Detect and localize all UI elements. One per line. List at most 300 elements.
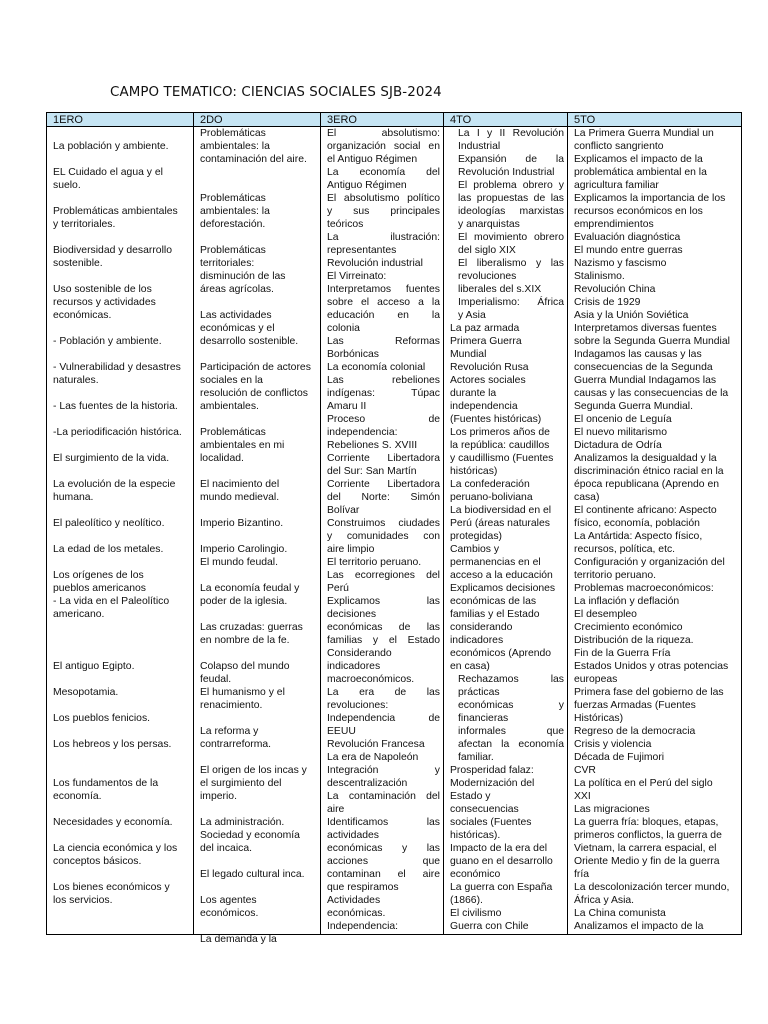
topic-line: problemática ambiental en la [574, 167, 707, 178]
topic-line: Analizamos la desigualdad y la [574, 453, 717, 464]
topic-line: Perú (áreas naturales [450, 518, 550, 529]
topic-line: recursos y actividades [53, 297, 156, 308]
topic-line: El territorio peruano. [327, 557, 422, 568]
blank-line [53, 348, 190, 361]
topic-line: La evolución de la especie [53, 479, 176, 490]
topic-line: EEUU [327, 726, 356, 737]
topic-line: Identificamos las [327, 817, 440, 828]
topic-line: Interpretamos diversas fuentes [574, 323, 717, 334]
blank-line [53, 556, 190, 569]
topic-line: localidad. [200, 453, 244, 464]
topic-line: Asia y la Unión Soviética [574, 310, 689, 321]
blank-line [53, 231, 190, 244]
topic-line: La edad de los metales. [53, 544, 164, 555]
topic-line: Revolución industrial [327, 258, 423, 269]
topic-line: feudal. [200, 674, 232, 685]
topic-line: económicos. [200, 908, 259, 919]
topic-line: La China comunista [574, 908, 666, 919]
topic-line: Actividades [327, 895, 381, 906]
topic-line: Biodiversidad y desarrollo [53, 245, 172, 256]
topic-line: Mundial [450, 349, 487, 360]
topic-line: el surgimiento del [200, 778, 282, 789]
topic-line: Las cruzadas: guerras [200, 622, 303, 633]
topic-line: históricas) [450, 466, 498, 477]
topic-line: El oncenio de Leguía [574, 414, 672, 425]
topic-line: ideologías marxistas [458, 206, 564, 217]
topic-line: Revolución Rusa [450, 362, 529, 373]
topic-line: Participación de actores [200, 362, 311, 373]
topic-line: La economía feudal y [200, 583, 300, 594]
topic-line: agricultura familiar [574, 180, 659, 191]
topic-line: macroeconómicos. [327, 674, 415, 685]
topic-line: La política en el Perú del siglo [574, 778, 713, 789]
topic-line: y Asia [458, 310, 486, 321]
topic-line: Imperio Bizantino. [200, 518, 284, 529]
topic-line: La población y ambiente. [53, 141, 169, 152]
topic-line: decisiones [327, 609, 377, 620]
topic-line: y territoriales. [53, 219, 116, 230]
topic-line: El origen de los incas y [200, 765, 307, 776]
topic-line: Los hebreos y los persas. [53, 739, 172, 750]
blank-line [53, 725, 190, 738]
topic-line: contaminan el aire [327, 869, 440, 880]
topic-line: consecuencias de la Segunda [574, 362, 713, 373]
topic-line: La paz armada [450, 323, 520, 334]
topic-line: desarrollo sostenible. [200, 336, 299, 347]
blank-line [200, 751, 317, 764]
blank-line [53, 270, 190, 283]
topic-line: Bolívar [327, 505, 360, 516]
column-header-5to: 5TO [568, 113, 742, 127]
topic-line: y caudillismo (Fuentes [450, 453, 554, 464]
topic-line: Perú [327, 583, 349, 594]
column-header-3ero: 3ERO [321, 113, 444, 127]
topic-line: Modernización del [450, 778, 535, 789]
topic-line: Crisis de 1929 [574, 297, 641, 308]
topic-line: renacimiento. [200, 700, 263, 711]
topic-line: Las ecorregiones del [327, 570, 440, 581]
topic-line: Nazismo y fascismo [574, 258, 667, 269]
topic-line: económicas y [458, 700, 564, 711]
topic-line: Explicamos las [327, 596, 440, 607]
topic-line: - Población y ambiente. [53, 336, 162, 347]
blank-line [53, 322, 190, 335]
topic-line: Sociedad y economía [200, 830, 300, 841]
topic-line: contrarreforma. [200, 739, 272, 750]
table-header-row [47, 113, 742, 127]
topic-line: El humanismo y el [200, 687, 285, 698]
topic-line: economía. [53, 791, 102, 802]
topic-line: del Sur: San Martín [327, 466, 417, 477]
topic-line: prácticas [458, 687, 500, 698]
topic-line: El absolutismo: [327, 128, 440, 139]
topic-line: teóricos [327, 219, 364, 230]
topic-line: y comunidades con [327, 531, 440, 542]
topic-line: primeros conflictos, la guerra de [574, 830, 722, 841]
blank-line [200, 530, 317, 543]
topic-line: y sus principales [327, 206, 440, 217]
topic-line: Proceso de [327, 414, 440, 425]
topic-line: La Antártida: Aspecto físico, [574, 531, 703, 542]
topic-line: El problema obrero y [458, 180, 564, 191]
topic-line: imperio. [200, 791, 237, 802]
page-title: CAMPO TEMATICO: CIENCIAS SOCIALES SJB-2024 [110, 85, 442, 100]
topic-line: Vietnam, la carrera espacial, el [574, 843, 717, 854]
topic-line: indicadores [327, 661, 381, 672]
topic-line: Estado y [450, 791, 491, 802]
topic-line: Problemáticas [200, 193, 266, 204]
topic-line: Antiguo Régimen [327, 180, 407, 191]
topic-line: Los primeros años de [450, 427, 550, 438]
topic-line: discriminación étnico racial en la [574, 466, 724, 477]
topic-line: Históricas) [574, 713, 624, 724]
topic-line: La guerra fría: bloques, etapas, [574, 817, 719, 828]
topic-line: familias y el Estado [450, 609, 540, 620]
topic-line: históricas). [450, 830, 501, 841]
topic-line: Expansión de la [458, 154, 564, 165]
topic-line: La ilustración: [327, 232, 440, 243]
topic-line: consecuencias [450, 804, 519, 815]
topic-line: territoriales: [200, 258, 255, 269]
topic-line: revoluciones [458, 271, 517, 282]
blank-line [53, 829, 190, 842]
topic-line: Rebeliones S. XVIII [327, 440, 418, 451]
topic-line: El absolutismo político [327, 193, 440, 204]
topic-line: Amaru II [327, 401, 367, 412]
topic-line: Stalinismo. [574, 271, 625, 282]
topic-line: Crecimiento económico [574, 622, 683, 633]
topic-line: Revolución Francesa [327, 739, 425, 750]
topic-line: Los pueblos fenicios. [53, 713, 151, 724]
column-header-2do: 2DO [194, 113, 321, 127]
topic-line: familiar. [458, 752, 494, 763]
blank-line [53, 530, 190, 543]
topic-line: XXI [574, 791, 591, 802]
blank-line [200, 179, 317, 192]
topic-line: europeas [574, 674, 618, 685]
topic-line: causas y las consecuencias de la [574, 388, 729, 399]
blank-line [53, 127, 190, 140]
column-header-1ero: 1ERO [47, 113, 194, 127]
blank-line [53, 634, 190, 647]
topic-line: guano en el desarrollo [450, 856, 553, 867]
topic-line: Problemáticas [200, 245, 266, 256]
topic-line: Uso sostenible de los [53, 284, 152, 295]
topic-line: Distribución de la riqueza. [574, 635, 694, 646]
topic-line: afectan la economía [458, 739, 564, 750]
topic-line: los servicios. [53, 895, 113, 906]
blank-line [53, 153, 190, 166]
topic-line: ambientales en mi [200, 440, 285, 451]
topic-line: El surgimiento de la vida. [53, 453, 170, 464]
topic-line: protegidas) [450, 531, 502, 542]
blank-line [53, 764, 190, 777]
topic-line: Revolución China [574, 284, 656, 295]
topic-line: Independencia de [327, 713, 440, 724]
topic-line: Los fundamentos de la [53, 778, 159, 789]
topic-line: (1866). [450, 895, 483, 906]
blank-line [53, 439, 190, 452]
topic-line: La reforma y [200, 726, 259, 737]
topic-line: Borbónicas [327, 349, 379, 360]
topic-line: sostenible. [53, 258, 103, 269]
topic-line: El civilismo [450, 908, 502, 919]
topic-line: Problemáticas [200, 128, 266, 139]
topic-line: organización social en [327, 141, 440, 152]
column-cell-1ero [47, 127, 194, 935]
column-header-4to: 4TO [444, 113, 568, 127]
topic-line: representantes [327, 245, 397, 256]
topic-line: La descolonización tercer mundo, [574, 882, 730, 893]
column-cell-4to [444, 127, 568, 935]
blank-line [53, 647, 190, 660]
blank-line [200, 803, 317, 816]
topic-line: y anarquistas [458, 219, 520, 230]
blank-line [200, 296, 317, 309]
topic-line: colonia [327, 323, 360, 334]
topic-line: La demanda y la [200, 934, 277, 945]
topic-line: ambientales: la [200, 206, 270, 217]
topic-line: Revolución Industrial [458, 167, 555, 178]
topic-line: La biodiversidad en el [450, 505, 552, 516]
topic-line: resolución de conflictos [200, 388, 309, 399]
blank-line [200, 608, 317, 621]
topic-line: Problemáticas ambientales [53, 206, 178, 217]
topic-line: conceptos básicos. [53, 856, 142, 867]
topic-line: Dictadura de Odría [574, 440, 662, 451]
topic-line: del siglo XIX [458, 245, 516, 256]
topic-line: económicas. [327, 908, 386, 919]
topic-line: sociales (Fuentes [450, 817, 532, 828]
topic-line: financieras [458, 713, 509, 724]
topic-line: sobre el acceso a la [327, 297, 440, 308]
topic-line: deforestación. [200, 219, 266, 230]
blank-line [200, 166, 317, 179]
blank-line [53, 751, 190, 764]
topic-line: Industrial [458, 141, 501, 152]
topic-line: del Norte: Simón [327, 492, 440, 503]
topic-line: Indagamos las causas y las [574, 349, 702, 360]
blank-line [200, 855, 317, 868]
topic-line: La economía colonial [327, 362, 426, 373]
topic-line: (Fuentes históricas) [450, 414, 542, 425]
topic-line: El legado cultural inca. [200, 869, 305, 880]
topic-line: - La vida en el Paleolítico [53, 596, 170, 607]
topic-line: Las Reformas [327, 336, 440, 347]
topic-line: El desempleo [574, 609, 637, 620]
topic-line: Actores sociales [450, 375, 526, 386]
blank-line [200, 647, 317, 660]
topic-line: fuerzas Armadas (Fuentes [574, 700, 696, 711]
blank-line [53, 673, 190, 686]
topic-line: aire [327, 804, 345, 815]
topic-line: territorio peruano. [574, 570, 657, 581]
topic-line: revoluciones: [327, 700, 389, 711]
topic-line: La economía del [327, 167, 440, 178]
topic-line: descentralización [327, 778, 408, 789]
topic-line: Analizamos el impacto de la [574, 921, 704, 932]
topic-line: Integración y [327, 765, 440, 776]
topic-line: acciones que [327, 856, 440, 867]
topic-line: La guerra con España [450, 882, 553, 893]
topic-line: suelo. [53, 180, 81, 191]
topic-line: indígenas: Túpac [327, 388, 440, 399]
topic-line: económicas y las [327, 843, 440, 854]
topic-line: El continente africano: Aspecto [574, 505, 717, 516]
topic-line: El Virreinato: [327, 271, 387, 282]
topic-line: económicas y el [200, 323, 275, 334]
blank-line [200, 413, 317, 426]
blank-line [200, 348, 317, 361]
topic-line: La inflación y deflación [574, 596, 680, 607]
topic-line: África y Asia. [574, 895, 635, 906]
blank-line [53, 192, 190, 205]
topic-line: económicas de las [327, 622, 440, 633]
topic-line: americano. [53, 609, 105, 620]
topic-line: -La periodificación histórica. [53, 427, 182, 438]
topic-line: La Primera Guerra Mundial un [574, 128, 714, 139]
topic-line: Mesopotamia. [53, 687, 119, 698]
topic-line: aire limpio [327, 544, 375, 555]
topic-line: Problemáticas [200, 427, 266, 438]
blank-line [200, 712, 317, 725]
topic-line: Considerando [327, 648, 392, 659]
topic-line: Guerra con Chile [450, 921, 529, 932]
topic-line: El antiguo Egipto. [53, 661, 135, 672]
topic-line: informales que [458, 726, 564, 737]
topic-line: La era de las [327, 687, 440, 698]
topic-line: humana. [53, 492, 94, 503]
topic-line: la república: caudillos [450, 440, 550, 451]
topic-line: Explicamos decisiones [450, 583, 556, 594]
topic-line: económicas de las [450, 596, 537, 607]
topic-line: El movimiento obrero [458, 232, 564, 243]
topic-line: La ciencia económica y los [53, 843, 178, 854]
topic-line: acceso a la educación [450, 570, 553, 581]
topic-line: Construimos ciudades [327, 518, 440, 529]
topic-line: La administración. [200, 817, 285, 828]
topic-line: en nombre de la fe. [200, 635, 290, 646]
topic-line: La contaminación del [327, 791, 440, 802]
topic-line: Problemas macroeconómicos: [574, 583, 714, 594]
topic-line: Independencia: [327, 921, 399, 932]
topic-line: Necesidades y economía. [53, 817, 173, 828]
topic-line: CVR [574, 765, 596, 776]
topic-line: económicos (Aprendo [450, 648, 552, 659]
topic-line: áreas agrícolas. [200, 284, 274, 295]
topic-line: Prosperidad falaz: [450, 765, 534, 776]
topic-line: educación en la [327, 310, 440, 321]
topic-line: Las rebeliones [327, 375, 440, 386]
topic-line: ambientales. [200, 401, 259, 412]
blank-line [200, 504, 317, 517]
topic-line: Los agentes [200, 895, 257, 906]
topic-line: pueblos americanos [53, 583, 146, 594]
topic-line: que respiramos [327, 882, 399, 893]
topic-line: La I y II Revolución [458, 128, 564, 139]
topic-line: Las migraciones [574, 804, 650, 815]
topic-line: Explicamos la importancia de los [574, 193, 726, 204]
topic-line: del incaica. [200, 843, 252, 854]
topic-line: época republicana (Aprendo en [574, 479, 719, 490]
topic-line: económicas. [53, 310, 112, 321]
blank-line [53, 621, 190, 634]
topic-line: actividades [327, 830, 379, 841]
topic-line: Regreso de la democracia [574, 726, 696, 737]
topic-line: Cambios y [450, 544, 500, 555]
curriculum-table [46, 112, 742, 945]
column-cell-2do [194, 127, 321, 945]
topic-line: el Antiguo Régimen [327, 154, 418, 165]
topic-line: Oriente Medio y fin de la guerra [574, 856, 720, 867]
topic-line: recursos económicos en los [574, 206, 703, 217]
topic-line: El nacimiento del [200, 479, 280, 490]
topic-line: Primera fase del gobierno de las [574, 687, 724, 698]
topic-line: Las actividades [200, 310, 272, 321]
topic-line: Imperialismo: África [458, 297, 564, 308]
topic-line: Primera Guerra [450, 336, 522, 347]
topic-line: Corriente Libertadora [327, 453, 440, 464]
topic-line: Imperio Carolingio. [200, 544, 288, 555]
topic-line: casa) [574, 492, 600, 503]
topic-line: indicadores [450, 635, 504, 646]
blank-line [200, 465, 317, 478]
blank-line [53, 387, 190, 400]
topic-line: Explicamos el impacto de la [574, 154, 703, 165]
topic-line: ambientales: la [200, 141, 270, 152]
topic-line: Evaluación diagnóstica [574, 232, 681, 243]
topic-line: El mundo feudal. [200, 557, 278, 568]
blank-line [53, 465, 190, 478]
topic-line: Fin de la Guerra Fría [574, 648, 671, 659]
topic-line: durante la [450, 388, 497, 399]
topic-line: liberales del s.XIX [458, 284, 542, 295]
topic-line: poder de la iglesia. [200, 596, 288, 607]
topic-line: mundo medieval. [200, 492, 280, 503]
topic-line: independencia: [327, 427, 398, 438]
topic-line: Segunda Guerra Mundial. [574, 401, 693, 412]
topic-line: Estados Unidos y otras potencias [574, 661, 729, 672]
topic-line: Rechazamos las [458, 674, 564, 685]
topic-line: en casa) [450, 661, 490, 672]
topic-line: recursos, política, etc. [574, 544, 676, 555]
blank-line [200, 920, 317, 933]
topic-line: emprendimientos [574, 219, 654, 230]
topic-line: físico, economía, población [574, 518, 700, 529]
topic-line: Década de Fujimori [574, 752, 665, 763]
blank-line [53, 413, 190, 426]
column-cell-3ero [321, 127, 444, 935]
blank-line [200, 231, 317, 244]
blank-line [53, 868, 190, 881]
blank-line [200, 881, 317, 894]
topic-line: Los bienes económicos y [53, 882, 170, 893]
topic-line: Colapso del mundo [200, 661, 290, 672]
blank-line [200, 569, 317, 582]
topic-line: - Vulnerabilidad y desastres [53, 362, 181, 373]
topic-line: El nuevo militarismo [574, 427, 667, 438]
topic-line: La confederación [450, 479, 530, 490]
topic-line: El liberalismo y las [458, 258, 564, 269]
topic-line: El mundo entre guerras [574, 245, 683, 256]
topic-line: EL Cuidado el agua y el [53, 167, 163, 178]
topic-line: independencia [450, 401, 518, 412]
blank-line [53, 803, 190, 816]
topic-line: El paleolítico y neolítico. [53, 518, 165, 529]
topic-line: Guerra Mundial Indagamos las [574, 375, 717, 386]
topic-line: Corriente Libertadora [327, 479, 440, 490]
topic-line: sociales en la [200, 375, 263, 386]
